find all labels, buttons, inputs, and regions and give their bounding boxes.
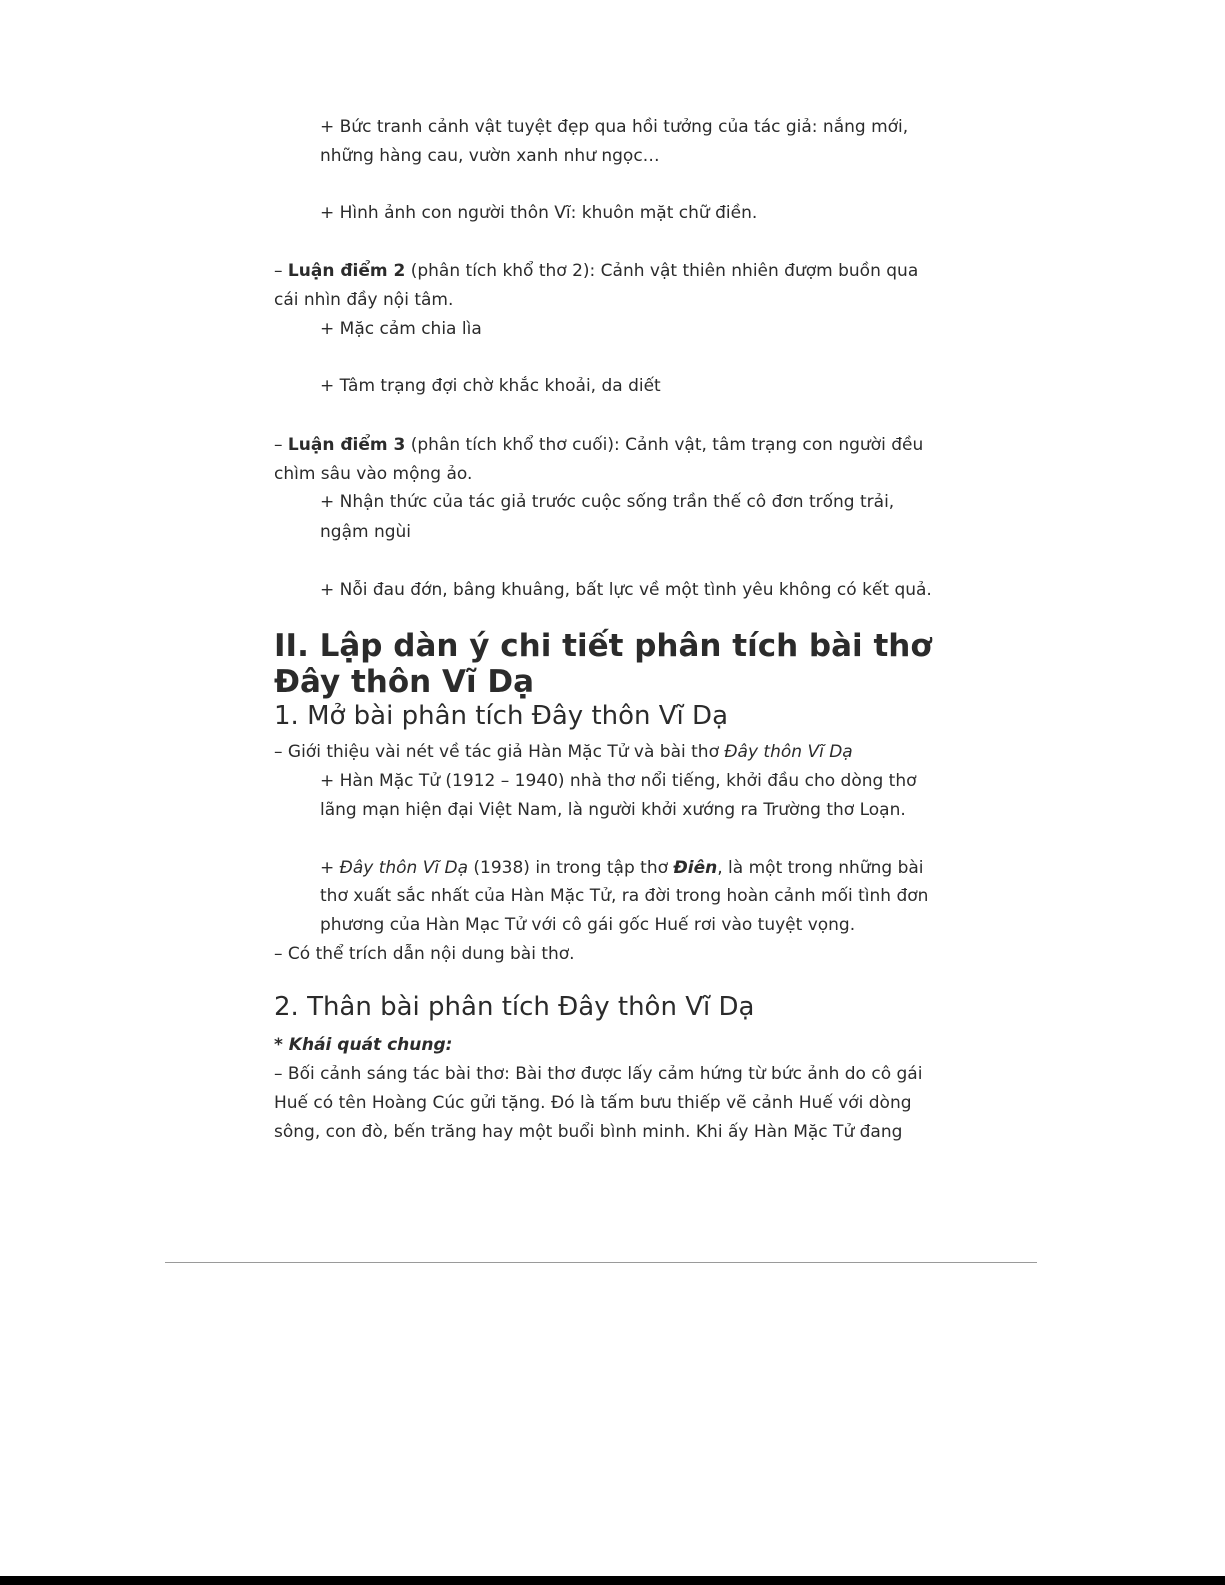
- intro-sub-b-line1: [320, 854, 924, 883]
- section2-heading-line1: II. Lập dàn ý chi tiết phân tích bài thơ: [274, 628, 932, 664]
- intro-sub-b-end: , là một trong những bài: [717, 858, 924, 878]
- point3-text-line1: (phân tích khổ thơ cuối): Cảnh vật, tâm trạng con người đều: [405, 435, 924, 455]
- point1-sub-b: + Hình ảnh con người thôn Vĩ: khuôn mặt chữ điền.: [320, 203, 758, 223]
- point1-sub-a-line2: những hàng cau, vườn xanh như ngọc…: [320, 146, 660, 166]
- intro-line1-text: – Giới thiệu vài nét về tác giả Hàn Mặc Tử và bài thơ: [274, 742, 725, 762]
- point1-sub-a-line1: + Bức tranh cảnh vật tuyệt đẹp qua hồi tưởng của tác giả: nắng mới,: [320, 117, 909, 137]
- intro-sub-a-line2: lãng mạn hiện đại Việt Nam, là người khởi xướng ra Trường thơ Loạn.: [320, 800, 906, 820]
- point2-dash: –: [274, 261, 288, 281]
- intro-sub-b-line3: phương của Hàn Mạc Tử với cô gái gốc Huế rơi vào tuyệt vọng.: [320, 915, 856, 935]
- point3-sub-a-line2: ngậm ngùi: [320, 522, 412, 542]
- point2-line1: [274, 257, 918, 286]
- intro-sub-b-plus: +: [320, 858, 340, 878]
- intro-quote-line: – Có thể trích dẫn nội dung bài thơ.: [274, 944, 575, 964]
- intro-line1: [274, 738, 853, 767]
- intro-sub-b-line2: thơ xuất sắc nhất của Hàn Mặc Tử, ra đời trong hoàn cảnh mối tình đơn: [320, 886, 929, 906]
- point3-line1: [274, 431, 923, 460]
- context-line3: sông, con đò, bến trăng hay một buổi bình minh. Khi ấy Hàn Mặc Tử đang: [274, 1122, 903, 1142]
- intro-heading: 1. Mở bài phân tích Đây thôn Vĩ Dạ: [274, 701, 728, 731]
- context-line1: – Bối cảnh sáng tác bài thơ: Bài thơ được lấy cảm hứng từ bức ảnh do cô gái: [274, 1064, 923, 1084]
- bottom-bar: [0, 1576, 1225, 1585]
- intro-line1-italic: Đây thôn Vĩ Dạ: [724, 742, 853, 762]
- point3-line2: chìm sâu vào mộng ảo.: [274, 464, 473, 484]
- overview-label: * Khái quát chung:: [274, 1035, 453, 1055]
- context-line2: Huế có tên Hoàng Cúc gửi tặng. Đó là tấm bưu thiếp vẽ cảnh Huế với dòng: [274, 1093, 912, 1113]
- page-divider: [165, 1262, 1037, 1263]
- point2-sub-a: + Mặc cảm chia lìa: [320, 319, 482, 339]
- intro-sub-b-mid: (1938) in trong tập thơ: [468, 858, 674, 878]
- point2-line2: cái nhìn đầy nội tâm.: [274, 290, 454, 310]
- point3-label: Luận điểm 3: [287, 435, 406, 455]
- intro-sub-a-line1: + Hàn Mặc Tử (1912 – 1940) nhà thơ nổi tiếng, khởi đầu cho dòng thơ: [320, 771, 917, 791]
- point3-sub-b: + Nỗi đau đớn, bâng khuâng, bất lực về một tình yêu không có kết quả.: [320, 580, 932, 600]
- intro-sub-b-italic: Đây thôn Vĩ Dạ: [339, 858, 468, 878]
- point3-dash: –: [274, 435, 288, 455]
- point2-sub-b: + Tâm trạng đợi chờ khắc khoải, da diết: [320, 376, 661, 396]
- point2-label: Luận điểm 2: [287, 261, 406, 281]
- point2-text-line1: (phân tích khổ thơ 2): Cảnh vật thiên nhiên đượm buồn qua: [405, 261, 919, 281]
- intro-sub-b-bold-italic: Điên: [673, 858, 718, 878]
- section2-heading-line2: Đây thôn Vĩ Dạ: [274, 664, 535, 700]
- body-heading: 2. Thân bài phân tích Đây thôn Vĩ Dạ: [274, 992, 755, 1022]
- point3-sub-a-line1: + Nhận thức của tác giả trước cuộc sống trần thế cô đơn trống trải,: [320, 492, 895, 512]
